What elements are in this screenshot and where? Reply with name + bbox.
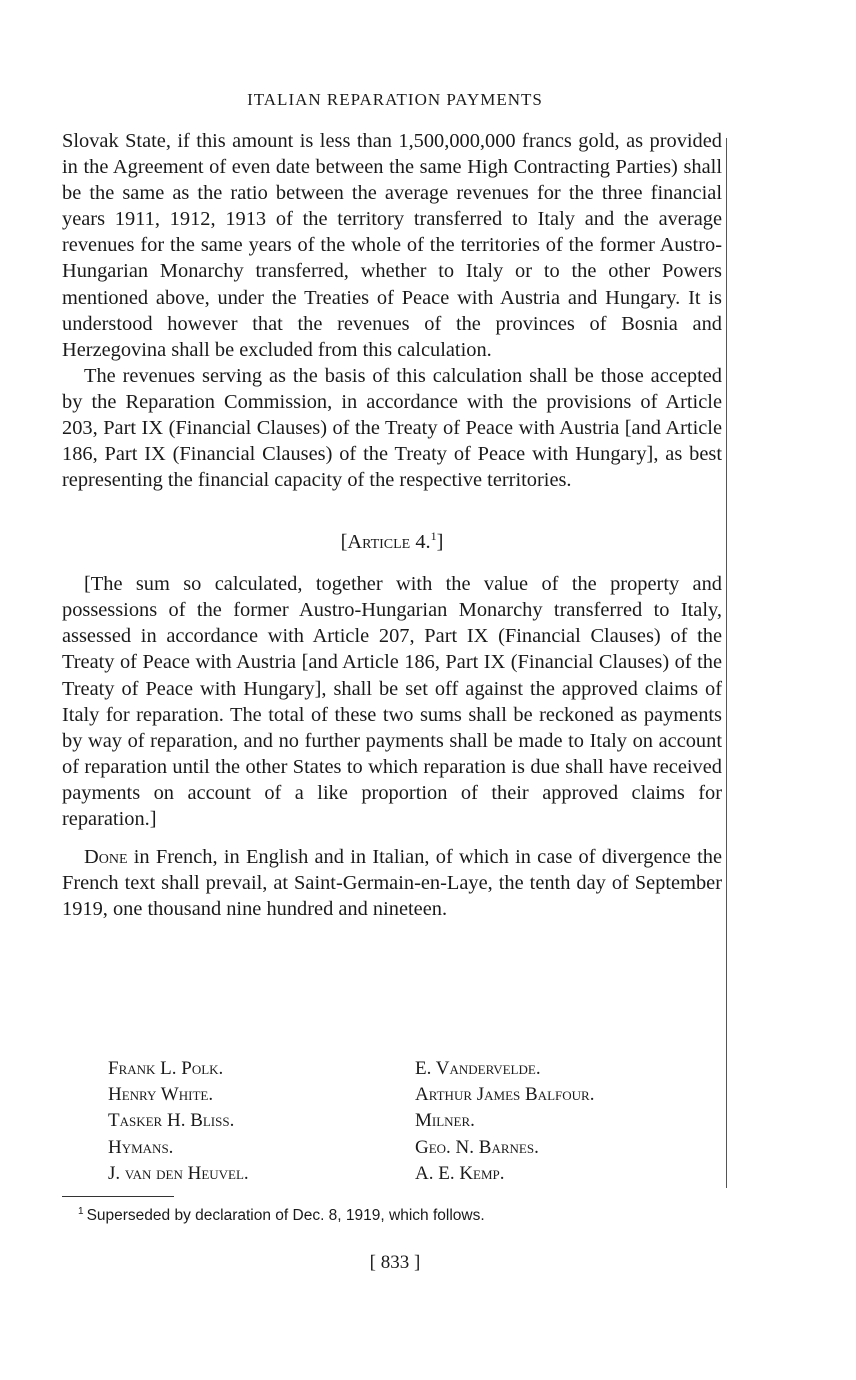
signature: A. E. Kemp. bbox=[415, 1162, 505, 1184]
signature: Henry White. bbox=[108, 1084, 214, 1106]
signature: J. van den Heuvel. bbox=[108, 1162, 249, 1184]
running-header: ITALIAN REPARATION PAYMENTS bbox=[247, 90, 543, 109]
paragraph-revenues: The revenues serving as the basis of this calculation shall be those accepted by the Reparation Commission, in accordance with the provisions of Article 203, Part IX (Financial Clauses) of the Treaty of Peace with Austria [and Article 186, Part IX (Financial Clauses) of the Treaty of Peace with Hungary], as best representing the financial capacity of the respective territories. bbox=[62, 364, 722, 492]
signatures-right-column bbox=[415, 1056, 594, 1187]
article-heading-text: [Article 4. bbox=[340, 531, 431, 554]
page-number: [ 833 ] bbox=[369, 1252, 421, 1273]
footnote-rule bbox=[62, 1196, 174, 1197]
footnote-marker: 1 bbox=[430, 529, 437, 544]
signature: Frank L. Polk. bbox=[108, 1058, 224, 1079]
closing-paragraph bbox=[62, 844, 722, 922]
body-text bbox=[62, 128, 722, 922]
signatures-block bbox=[108, 1056, 708, 1187]
footnote-text: Superseded by declaration of Dec. 8, 1919, which follows. bbox=[86, 1207, 485, 1225]
footnote-number: 1 bbox=[78, 1206, 84, 1217]
signature: Milner. bbox=[415, 1110, 475, 1132]
signature: Hymans. bbox=[108, 1136, 174, 1158]
footnote bbox=[78, 1206, 485, 1225]
closing-text: in French, in English and in Italian, of which in case of divergence the French text shall prevail, at Saint-Germain-en-Laye, the tenth day of September 1919, one thousand nine hundred and nineteen. bbox=[62, 846, 722, 921]
signatures-left-column bbox=[108, 1056, 415, 1187]
signature: Geo. N. Barnes. bbox=[415, 1136, 539, 1158]
article-heading-close: ] bbox=[436, 531, 444, 554]
paragraph-continuation: Slovak State, if this amount is less than 1,500,000,000 francs gold, as provided in the Agreement of even date between the same High Contracting Parties) shall be the same as the ratio between the average revenues for the three financial years 1911, 1912, 1913 of the territory transferred to Italy and the average revenues for the same years of the whole of the territories of the former Austro-Hungarian Monarchy transferred, whether to Italy or to the other Powers mentioned above, under the Treaties of Peace with Austria and Hungary. It is understood however that the revenues of the provinces of Bosnia and Herzegovina shall be excluded from this calculation. bbox=[62, 130, 722, 361]
article-4-text: [The sum so calculated, together with the value of the property and possessions of the former Austro-Hungarian Monarchy transferred to Italy, assessed in accordance with Article 207, Part IX (Financial Clauses) of the Treaty of Peace with Austria [and Article 186, Part IX (Financial Clauses) of the Treaty of Peace with Hungary], shall be set off against the approved claims of Italy for reparation. The total of these two sums shall be reckoned as payments by way of reparation, and no further payments shall be made to Italy on account of reparation until the other States to which reparation is due shall have received payments on account of a like proportion of their approved claims for reparation.] bbox=[62, 573, 722, 831]
margin-rule bbox=[726, 138, 727, 1188]
signature: Arthur James Balfour. bbox=[415, 1084, 595, 1106]
signature: Tasker H. Bliss. bbox=[108, 1110, 235, 1132]
signature: E. Vandervelde. bbox=[415, 1058, 541, 1079]
closing-lead: Done bbox=[84, 846, 128, 869]
article-heading bbox=[62, 523, 722, 555]
